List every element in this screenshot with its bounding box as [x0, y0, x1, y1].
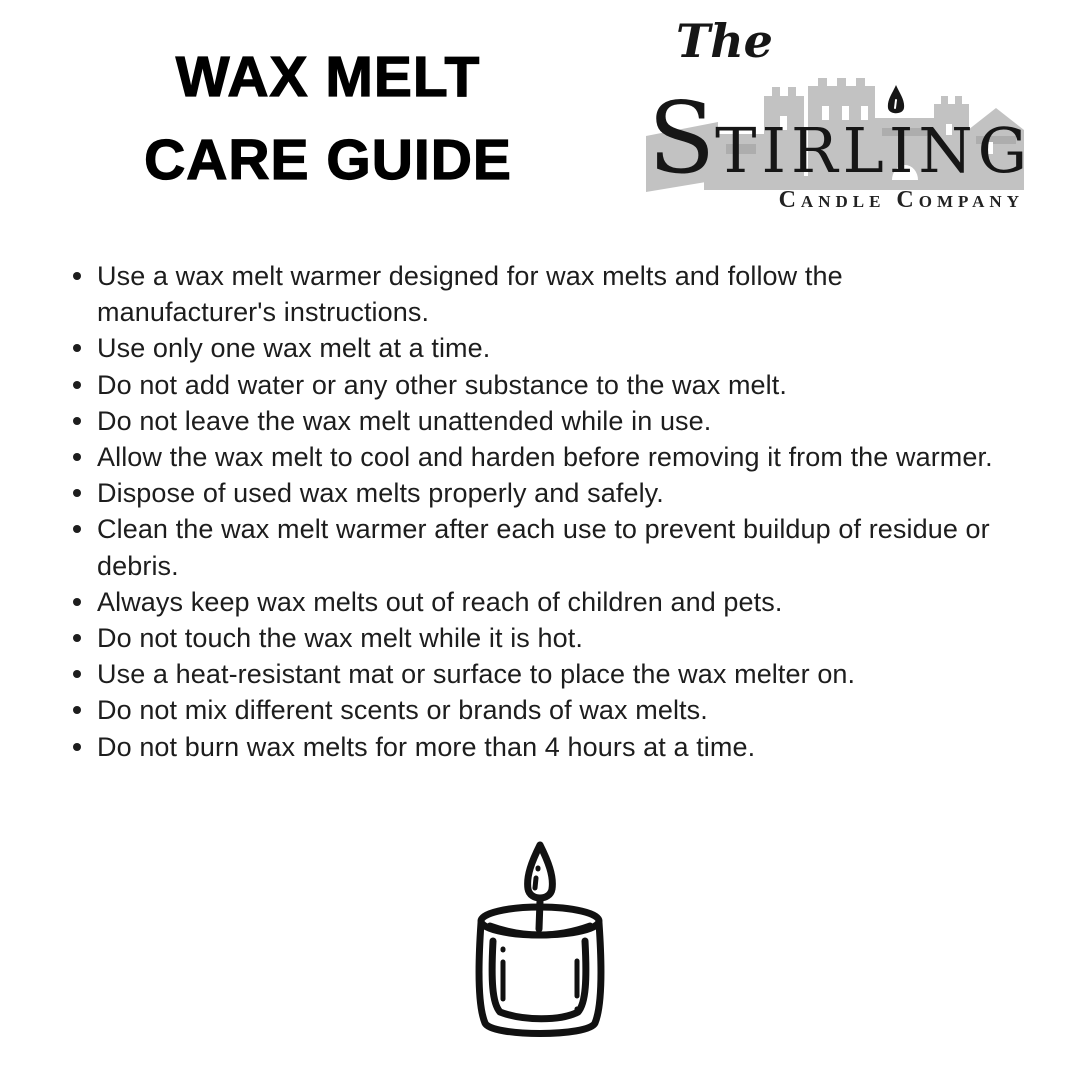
care-list-item: Do not mix different scents or brands of wax melts.	[97, 692, 1025, 728]
footer-illustration	[0, 841, 1080, 1050]
logo-subtitle: Candle Company	[778, 187, 1024, 213]
care-list-item: Use only one wax melt at a time.	[97, 330, 1025, 366]
title-line-1: WAX MELT	[175, 45, 481, 109]
care-list-item: Do not burn wax melts for more than 4 hours at a time.	[97, 729, 1025, 765]
care-list-item: Use a heat-resistant mat or surface to place the wax melter on.	[97, 656, 1025, 692]
title-line-2: CARE GUIDE	[144, 128, 512, 193]
care-list-item: Allow the wax melt to cool and harden before removing it from the warmer.	[97, 439, 1025, 475]
flame-icon	[886, 84, 906, 118]
logo-brand-rest: TIRLING	[715, 114, 1033, 187]
care-list-item: Dispose of used wax melts properly and safely.	[97, 475, 1025, 511]
candle-icon	[475, 841, 605, 1050]
logo-word-the: The	[676, 14, 773, 68]
logo-brand-initial: S	[648, 82, 716, 196]
brand-logo	[646, 14, 1033, 213]
care-instructions-list	[97, 258, 1025, 765]
logo-brand-name	[648, 82, 1033, 196]
care-list-item: Do not add water or any other substance to the wax melt.	[97, 367, 1025, 403]
care-list-item: Use a wax melt warmer designed for wax melts and follow the manufacturer's instructions.	[97, 258, 1025, 330]
care-list-item: Do not leave the wax melt unattended while in use.	[97, 403, 1025, 439]
care-list-item: Always keep wax melts out of reach of children and pets.	[97, 584, 1025, 620]
page-title	[58, 36, 598, 202]
header	[0, 0, 1080, 212]
care-list-item: Do not touch the wax melt while it is hot.	[97, 620, 1025, 656]
care-list-item: Clean the wax melt warmer after each use to prevent buildup of residue or debris.	[97, 511, 1025, 583]
